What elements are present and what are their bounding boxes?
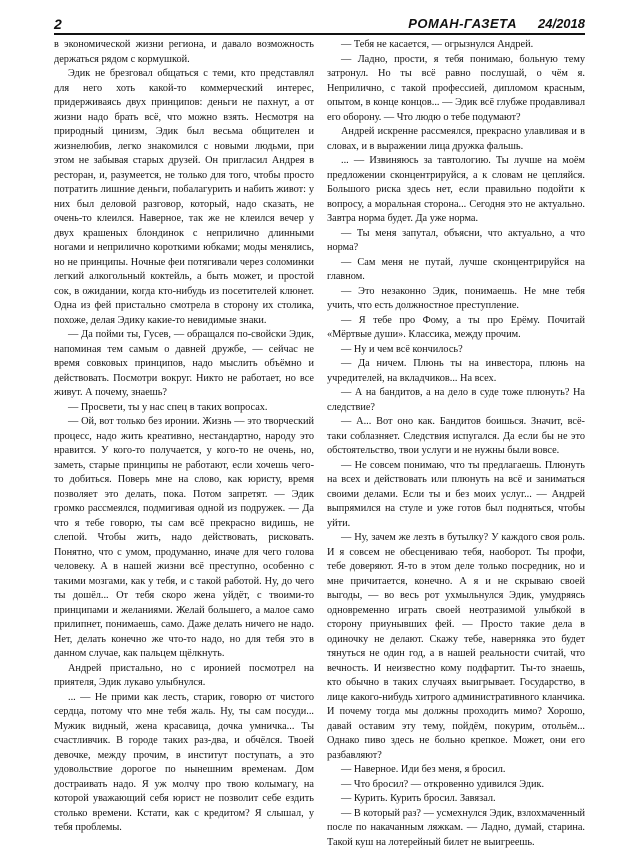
paragraph: — А... Вот оно как. Бандитов боишься. Значит, всё-таки соблазняет. Следствия испугался. Да если бы не это обстоятельство, твои услуги и не нужны были вовсе. [327, 415, 585, 459]
paragraph: — Ну, зачем же лезть в бутылку? У каждого своя роль. И я совсем не обесцениваю тебя, наоборот. Ты профи, тебе доверяют. Я-то в этом деле только посредник, но и мне причитается, конечно. А я и не скрываю своей выгоды, — во весь рот ухмыльнулся Эдик, умудряясь одновременно играть своей неотразимой улыбкой в сторону приунывших фей. — Просто такие дела в одиночку не делают. Скажу тебе, наверняка это будет тянуться не один год, а в нашей реальности считай, что вечность. И неизвестно кому подфартит. Ты-то знаешь, кто обычно в таких случаях выигрывает. Государство, в лице какого-нибудь хитрого административного кланчика. И почему тогда мы должны проходить мимо? Хорошо, давай оставим эту тему, пойдём, покурим, отольём... Однако пиво здесь не больно крепкое. Может, они его разбавляют? [327, 531, 585, 763]
issue-number: 24/2018 [538, 16, 585, 31]
paragraph: — Наверное. Иди без меня, я бросил. [327, 763, 585, 778]
paragraph: — Ты меня запутал, объясни, что актуально, а что норма? [327, 227, 585, 256]
paragraph: — Не совсем понимаю, что ты предлагаешь. Плюнуть на всех и действовать или плюнуть на всё и заниматься своими делами. Если ты и без моих услуг... — Андрей выпрямился на стуле и уже готов был подняться, чтобы уйти. [327, 459, 585, 532]
right-column [327, 38, 585, 790]
paragraph: — Курить. Курить бросил. Завязал. [327, 792, 585, 807]
paragraph: — Ой, вот только без иронии. Жизнь — это творческий процесс, надо жить креативно, нестандартно, народу это нравится. У кого-то получается, у кого-то не очень, но, заметь, старые принципы не работают, если хочешь чего-то добиться. Поверь мне на слово, как юристу, время позволяет это делать, пока. Потом запретят. — Эдик громко рассмеялся, подмигивая одной из подружек. — Да что я тебе говорю, ты сам всё прекрасно видишь, не слепой. Чтобы жить, надо действовать, рисковать. Понятно, что с умом, продуманно, иначе для чего голова человеку. А в нашей жизни всё преступно, особенно с такими мозгами, как у тебя, и с такой работой. Ну, до чего ты дошёл... От тебя скоро жена уйдёт, с твоими-то принципами и желаниями. Желай большего, а малое само прилипнет, понимаешь, само. Даже делать ничего не надо. Нет, делать конечно же что-то надо, но для тебя это в данном случае, как пальцем щёлкнуть. [54, 415, 314, 662]
left-column [54, 38, 314, 790]
paragraph: — Ну и чем всё кончилось? [327, 343, 585, 358]
journal-title: РОМАН-ГАЗЕТА [408, 16, 517, 31]
paragraph: Андрей пристально, но с иронией посмотрел на приятеля, Эдик лукаво улыбнулся. [54, 662, 314, 691]
paragraph: — Это незаконно Эдик, понимаешь. Не мне тебя учить, что есть должностное преступление. [327, 285, 585, 314]
paragraph: в экономической жизни региона, и давало возможность держаться рядом с кормушкой. [54, 38, 314, 67]
paragraph: — Я тебе про Фому, а ты про Ерёму. Почитай «Мёртвые души». Классика, между прочим. [327, 314, 585, 343]
paragraph: Андрей искренне рассмеялся, прекрасно улавливая и в словах, и в выражении лица дружка фальшь. [327, 125, 585, 154]
paragraph: — Сам меня не путай, лучше сконцентрируйся на главном. [327, 256, 585, 285]
paragraph: ... — Извиняюсь за тавтологию. Ты лучше на моём предложении сконцентрируйся, а к словам не цепляйся. Большого риска здесь нет, если правильно подойти к вопросу, а моральная сторона... Сегодня это не актуально. Завтра норма будет. Да уже норма. [327, 154, 585, 227]
header-rule [54, 33, 585, 35]
paragraph: — А на бандитов, а на дело в суде тоже плюнуть? На следствие? [327, 386, 585, 415]
page-number: 2 [54, 16, 62, 32]
paragraph: — Просвети, ты у нас спец в таких вопросах. [54, 401, 314, 416]
paragraph: ... — Не прими как лесть, старик, говорю от чистого сердца, потому что мне тебя жаль. Ну, ты сам посуди... Мужик видный, жена красавица, дочка умничка... Ты счастливчик. В городе таких раз-два, и обчёлся. Твоей девочке, между прочим, в институт поступать, а это удовольствие дорогое по нынешним временам. Дом достраивать надо. Я уж молчу про твою колымагу, на которой уважающий себя юрист не позволит себе ездить столько времени. Кстати, как с кредитом? Я слышал, у тебя проблемы. [54, 691, 314, 836]
paragraph: — Тебя не касается, — огрызнулся Андрей. [327, 38, 585, 53]
paragraph: — Что бросил? — откровенно удивился Эдик. [327, 778, 585, 793]
paragraph: Эдик не брезговал общаться с теми, кто представлял для него хоть какой-то коммерческий интерес, придерживаясь двух принципов: деньги не пахнут, а от жизни надо брать всё, что можно взять. Несмотря на природный цинизм, Эдик был весьма общителен и жизнелюбив, легко знакомился с новыми людьми, при этом не забывая старых друзей. Он пригласил Андрея в ресторан, и, разумеется, не только для того, чтобы просто потратить лишние деньги, побалагурить и набить живот: у них был деловой разговор, который, надо сказать, не очень-то клеился. Наверное, так же не клеился вечер у двух крашеных блондинок с неприлично длинными ногами и неприлично короткими юбками; моды менялись, но не принципы. Ночные феи потягивали через соломинки легкий алкогольный коктейль, а быть может, и простой сок, в ожидании, когда кто-нибудь из посетителей клюнет. Одна из фей пристально смотрела в сторону их столика, похоже, делая Эдику какие-то невидимые знаки. [54, 67, 314, 328]
paragraph: — Ладно, прости, я тебя понимаю, больную тему затронул. Но ты всё равно послушай, о чём я. Неприлично, с такой профессией, дипломом красным, опытом, в конце концов... — Эдик всё глубже продавливал его оборону. — Что людю о тебе подумают? [327, 53, 585, 126]
page-header [54, 16, 585, 32]
paragraph: — В который раз? — усмехнулся Эдик, взлохмаченный после по накачанным ляжкам. — Ладно, думай, старина. Такой куш на лотерейный билет не выигреешь. [327, 807, 585, 850]
paragraph: — Да ничем. Плюнь ты на инвестора, плюнь на учредителей, на вкладчиков... На всех. [327, 357, 585, 386]
paragraph: — Да пойми ты, Гусев, — обращался по-свойски Эдик, напоминая тем самым о давней дружбе, — сейчас не время совковых принципов, надо мыслить объёмно и действовать. Посмотри вокруг. Никто не работает, но все живут. А почему, знаешь? [54, 328, 314, 401]
